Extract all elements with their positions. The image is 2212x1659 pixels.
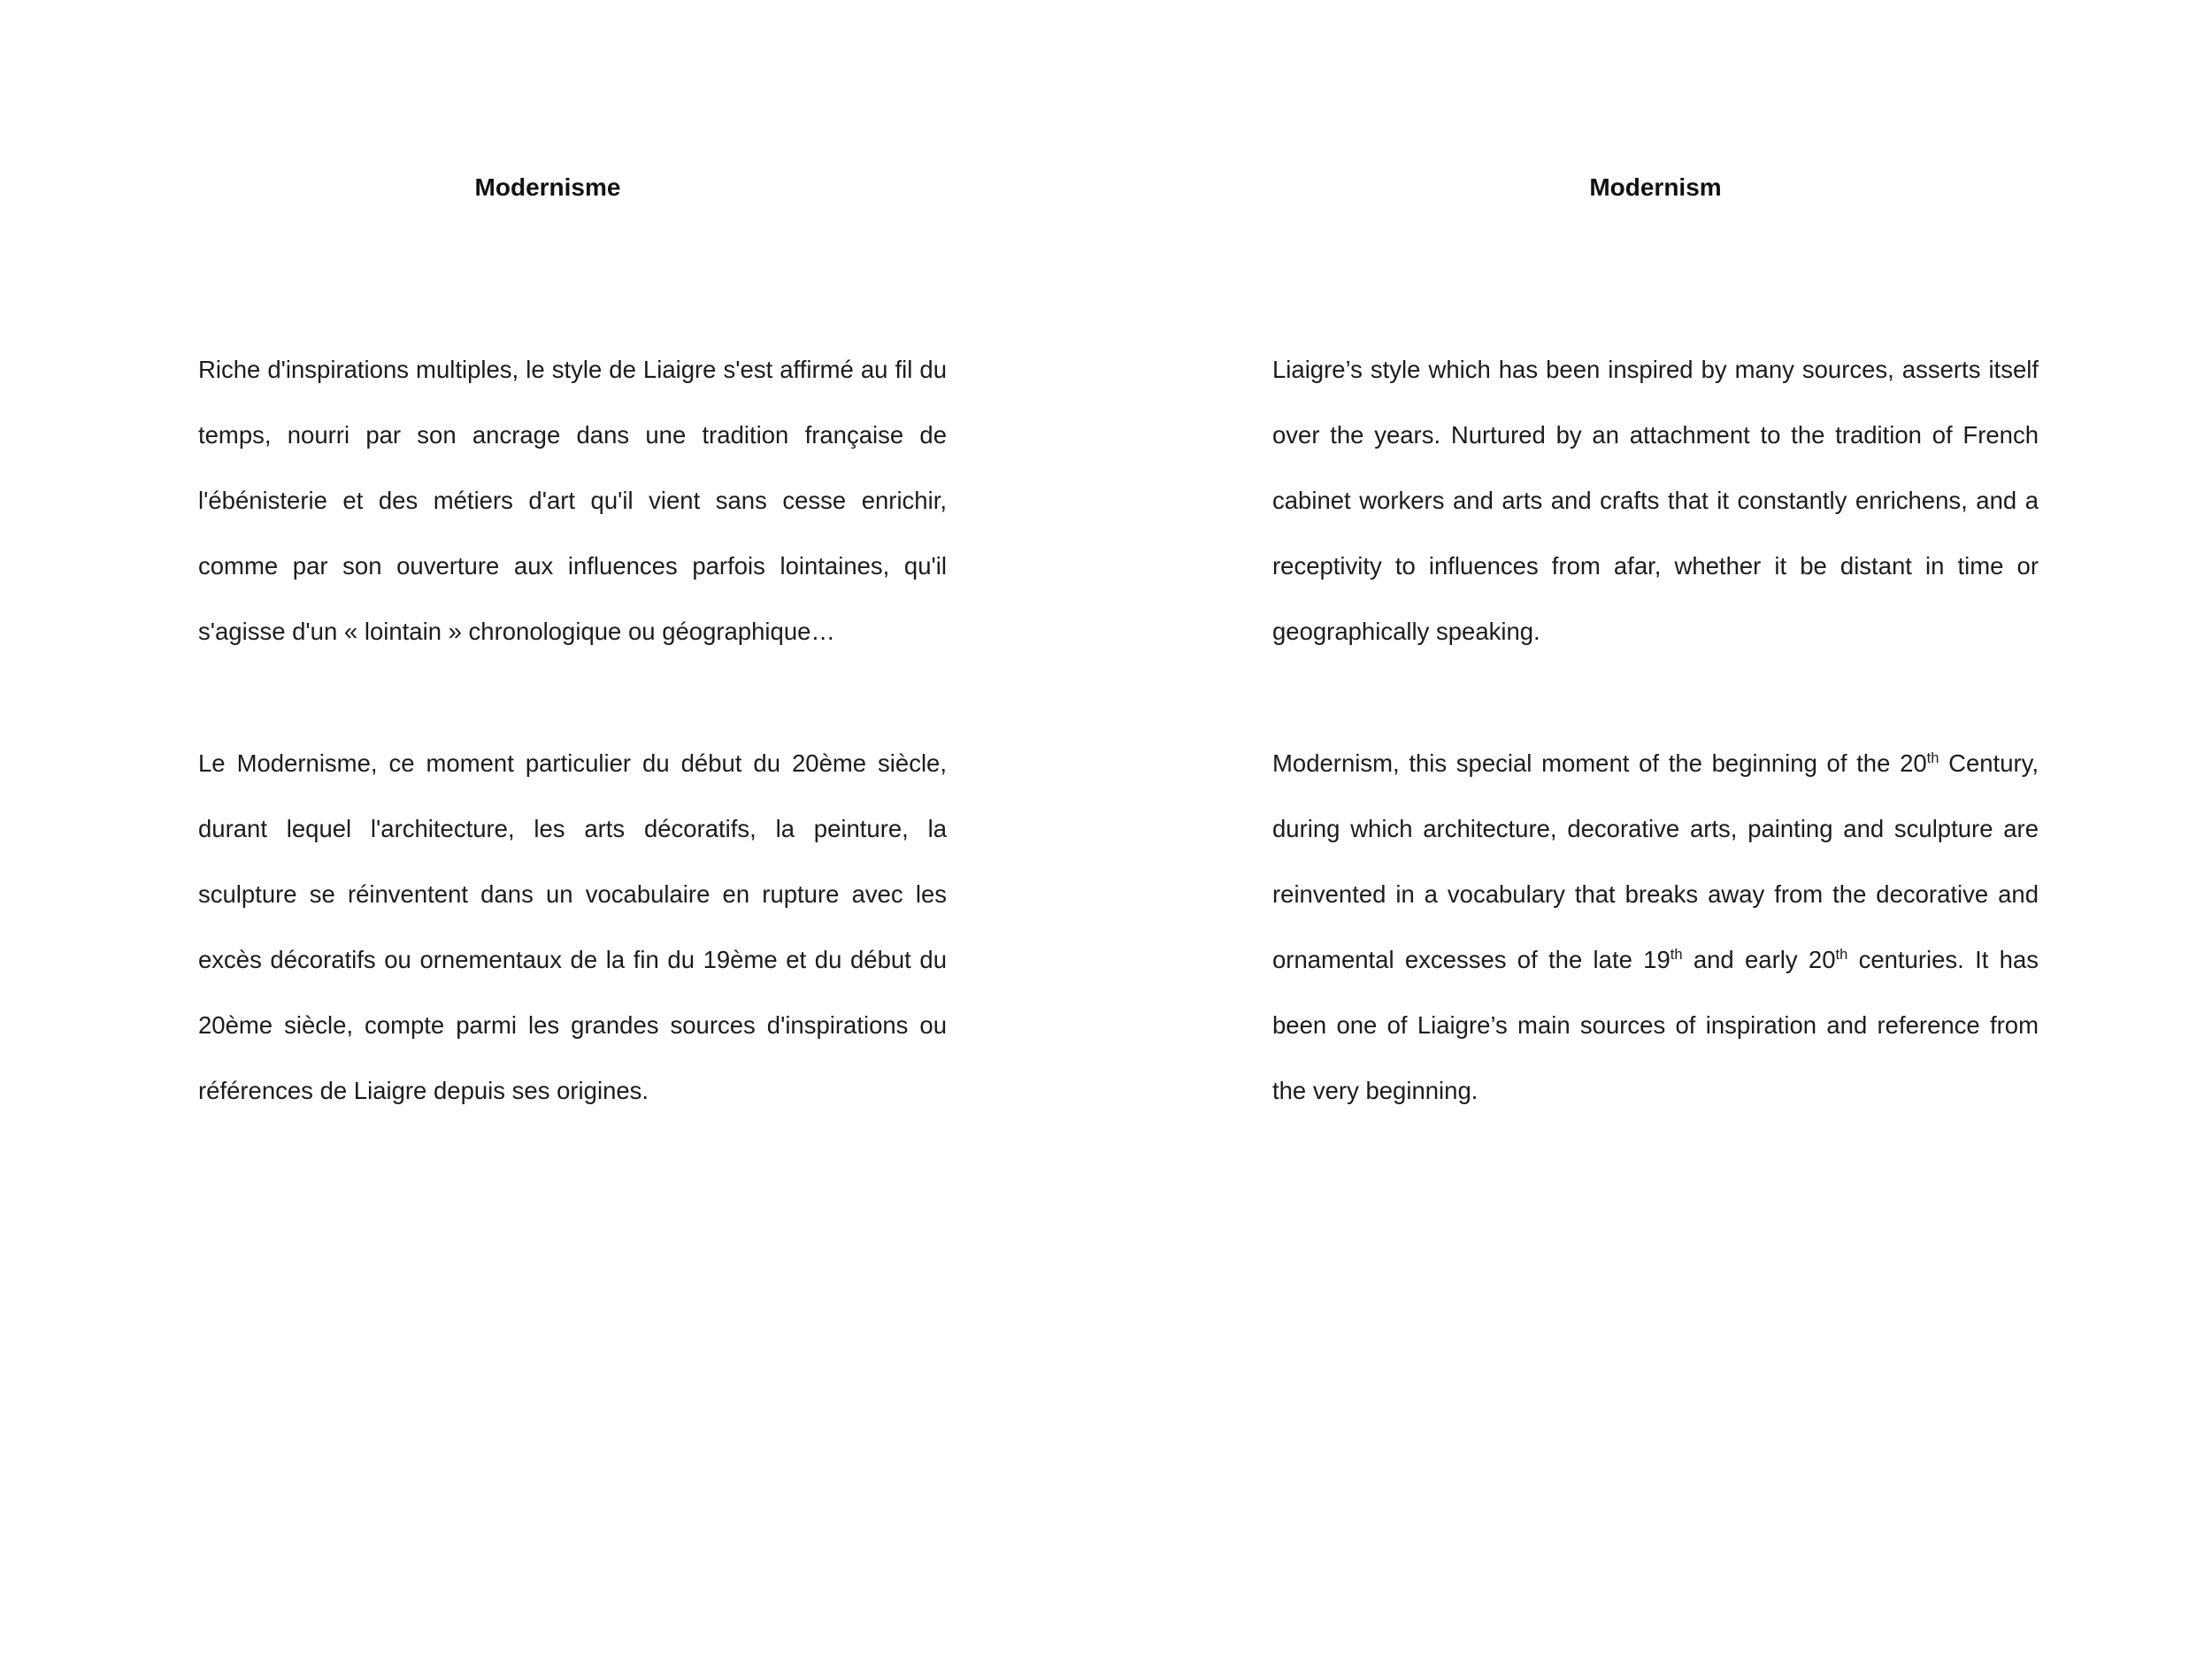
english-paragraph-2-part-1: Modernism, this special moment of the beginning of the 20: [1272, 749, 1927, 777]
english-paragraph-2-part-3: and early 20: [1682, 946, 1836, 973]
french-paragraph-1: Riche d'inspirations multiples, le style de Liaigre s'est affirmé au fil du temps, nourri par son ancrage dans une tradition française de l'ébénisterie et des métiers d'art qu'il vient sans cesse enrichir, comme par son ouverture aux influences parfois lointaines, qu'il s'agisse d'un « lointain » chronologique ou géographique…: [198, 356, 947, 645]
english-paragraph-1: Liaigre’s style which has been inspired by many sources, asserts itself over the years. Nurtured by an attachment to the tradition of French cabinet workers and arts and crafts that it constantly enrichens, and a receptivity to influences from afar, whether it be distant in time or geographically speaking.: [1272, 356, 2039, 645]
english-paragraph-2-part-2: Century, during which architecture, decorative arts, painting and sculpture are reinvented in a vocabulary that breaks away from the decorative and ornamental excesses of the late 19: [1272, 749, 2039, 973]
french-title: Modernisme: [474, 173, 621, 201]
english-paragraph-2-part-4: centuries. It has been one of Liaigre’s main sources of inspiration and reference from the very beginning.: [1272, 946, 2039, 1104]
french-paragraph-2: Le Modernisme, ce moment particulier du début du 20ème siècle, durant lequel l'architecture, les arts décoratifs, la peinture, la sculpture se réinventent dans un vocabulaire en rupture avec les excès décoratifs ou ornementaux de la fin du 19ème et du début du 20ème siècle, compte parmi les grandes sources d'inspirations ou références de Liaigre depuis ses origines.: [198, 749, 947, 1104]
english-paragraph-2: [1272, 731, 2039, 1124]
ordinal-suffix: th: [1835, 946, 1848, 963]
english-title: Modernism: [1589, 173, 1722, 201]
ordinal-suffix: th: [1926, 749, 1939, 766]
ordinal-suffix: th: [1670, 946, 1683, 963]
